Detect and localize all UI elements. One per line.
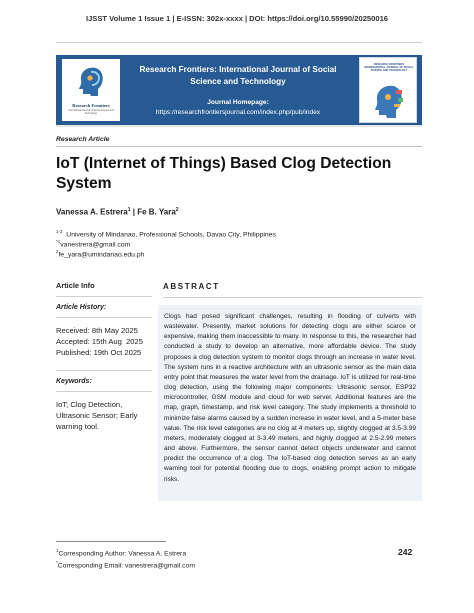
abstract-text: Clogs had posed significant challenges, resulting in flooding of culverts with wastewater. Presently, market solutions for detecting clogs are either scarce or expensive, making them inaccessible to many. In response to this, the researcher had conducted a study to develop an alternative, more affordable device. The study proposes a clog detection system to monitor clogs through an increase in water level. The system runs in a reactive architecture with an ultrasonic sensor as the main data entry point that measures the water level from the drainage. IoT is utilized for real-time clog detection, using the following major components: Ultrasonic sensor, ESP32 microcontroller, GSM module and cloud for web server. Additional features are the map, graph, timestamp, and risk level category. The study implements a threshold to minimize false alarms caused by a sudden increase in water level, and a 5-meter base value. The risk level categories are no clog at 4 meters up, slightly clogged at 3.5-3.99 meters, moderately clogged at 3-3.49 meters, and highly clogged at 2.5-2.99 meters and above. Furthermore, the sensor cannot detect objects underwater and cannot predict the occurrence of a clog. The IoT-based clog detection serves as an early warning tool for potential flooding due to clogs, enabling prompt action to mitigate risks. <box>164 313 416 483</box>
author-affiliation-mark: 1 <box>127 207 131 213</box>
footnote-text: Corresponding Author: Vanessa A. Estrera <box>58 550 187 558</box>
logo-subtitle: International Journal of Social Science and Technology <box>68 109 114 115</box>
footnote <box>56 548 186 557</box>
page-number: 242 <box>398 547 413 557</box>
cover-head-icon <box>370 82 408 120</box>
author-affiliation-mark: 2 <box>175 207 179 213</box>
journal-title: Research Frontiers: International Journal of Social Science and Technology <box>139 65 337 86</box>
footnote-mark: 1 <box>56 548 59 553</box>
article-info-divider <box>56 296 152 297</box>
author-email <box>56 249 144 258</box>
history-end-divider <box>56 370 152 371</box>
author-email <box>56 239 130 248</box>
email-link[interactable]: vanestrera@gmail.com <box>60 241 131 249</box>
keywords-divider <box>56 391 152 392</box>
cover-title: RESEARCH FRONTIERS INTERNATIONAL JOURNAL OF SOCIAL SCIENCE AND TECHNOLOGY <box>364 63 414 73</box>
head-profile-icon <box>76 65 106 97</box>
abstract-heading: ABSTRACT <box>163 282 220 291</box>
keywords-heading: Keywords: <box>56 378 92 385</box>
affiliation-mark: 1-2 <box>56 229 63 234</box>
header-divider <box>56 42 422 43</box>
article-info-heading: Article Info <box>56 281 95 290</box>
footnote <box>56 560 195 569</box>
journal-banner <box>56 55 422 125</box>
footnote-text[interactable]: Corresponding Email: vanestrera@gmail.com <box>57 562 195 570</box>
email-mark: 2 <box>56 249 59 254</box>
affiliation-text: University of Mindanao, Professional Schools, Davao City, Philippines <box>66 231 276 239</box>
footnote-divider <box>56 541 166 542</box>
published-date: Published: 19th Oct 2025 <box>56 348 142 357</box>
homepage-link[interactable]: https://researchfrontiersjournal.com/index.php/pub/index <box>155 109 321 116</box>
author-separator: | <box>130 207 138 217</box>
history-heading: Article History: <box>56 304 107 311</box>
journal-cover-thumbnail <box>359 57 417 123</box>
keywords-list: IoT; Clog Detection, Ultrasonic Sensor; Early warning tool. <box>56 400 138 431</box>
article-type: Research Article <box>56 136 110 143</box>
homepage-label: Journal Homepage: <box>207 99 269 106</box>
footnote-mark: * <box>56 560 58 565</box>
received-date: Received: 8th May 2025 <box>56 326 138 335</box>
running-head: IJSST Volume 1 Issue 1 | E-ISSN: 302x-xxxx | DOI: https://doi.org/10.55990/20250016 <box>85 14 389 23</box>
article-type-divider <box>56 146 422 147</box>
email-mark: *1 <box>56 239 61 244</box>
affiliation <box>56 229 276 238</box>
banner-shadow <box>56 125 422 127</box>
accepted-date: Accepted: 15th Aug 2025 <box>56 337 143 346</box>
journal-logo <box>62 59 120 121</box>
logo-title: Research Frontiers <box>72 103 110 108</box>
author-line <box>56 207 179 217</box>
author-name: Vanessa A. Estrera <box>56 207 128 217</box>
author-name: Fe B. Yara <box>137 207 176 217</box>
email-link[interactable]: fe_yara@umindanao.edu.ph <box>58 251 145 259</box>
abstract-divider <box>163 297 422 298</box>
article-title: IoT (Internet of Things) Based Clog Detection System <box>56 155 392 193</box>
history-divider <box>56 317 152 318</box>
